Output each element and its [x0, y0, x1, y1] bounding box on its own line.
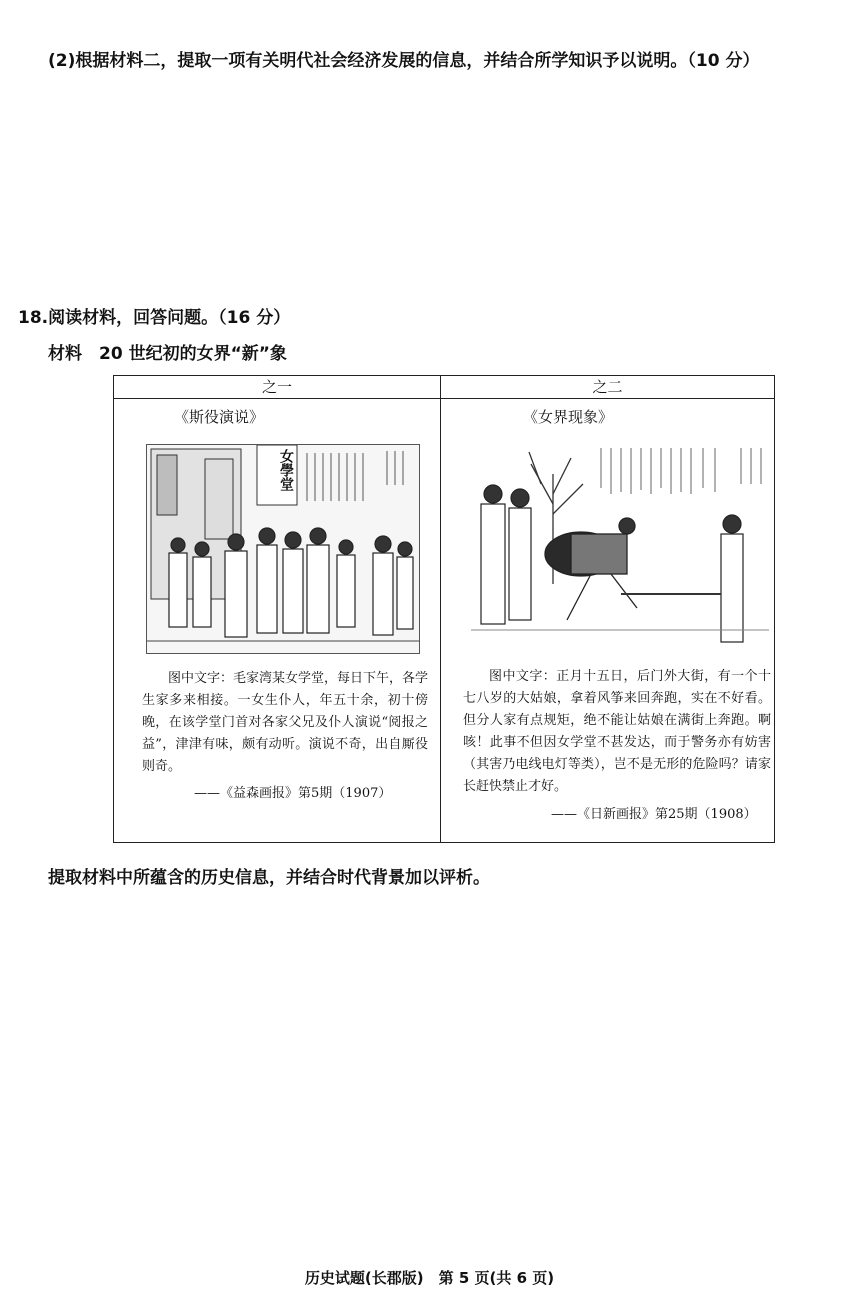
- page-footer: 历史试题(长郡版) 第 5 页(共 6 页): [304, 1269, 555, 1287]
- panel-1-source: ——《益森画报》第5期（1907）: [194, 786, 392, 801]
- panel-1-title: 《斯役演说》: [174, 408, 265, 426]
- question-18-heading: 18.阅读材料，回答问题。（16 分）: [18, 308, 291, 328]
- material-table: [113, 375, 775, 843]
- panel-2-source: ——《日新画报》第25期（1908）: [551, 807, 757, 822]
- panel-1: [114, 376, 440, 842]
- panel-1-header: 之一: [114, 376, 440, 399]
- panel-2-caption: 图中文字：正月十五日，后门外大街，有一个十七八岁的大姑娘，拿着风筝来回奔跑，实在不好看。但分人家有点规矩，绝不能让姑娘在满街上奔跑。啊咳！此事不但因女学堂不甚发达，而于警务亦有妨害（其害乃电线电灯等类），岂不是无形的危险吗？请家长赶快禁止才好。: [463, 669, 771, 794]
- material-title: 材料 20 世纪初的女界“新”象: [48, 344, 287, 364]
- panel-2-title: 《女界现象》: [523, 408, 614, 426]
- school-sign-text: 女學堂: [278, 449, 294, 491]
- illustration-kite-girl-image: [471, 444, 769, 652]
- panel-2-header: 之二: [441, 376, 774, 399]
- illustration-speech-image: [146, 444, 420, 654]
- panel-2: [440, 376, 774, 842]
- task-instruction: 提取材料中所蕴含的历史信息，并结合时代背景加以评析。: [48, 868, 490, 888]
- question-2-text: (2)根据材料二，提取一项有关明代社会经济发展的信息，并结合所学知识予以说明。（10 分）: [48, 51, 760, 71]
- panel-1-caption: 图中文字：毛家湾某女学堂，每日下午，各学生家多来相接。一女生仆人，年五十余，初十傍晚，在该学堂门首对各家父兄及仆人演说“阅报之益”，津津有味，颇有动听。演说不奇，出自厮役则奇。: [142, 671, 429, 774]
